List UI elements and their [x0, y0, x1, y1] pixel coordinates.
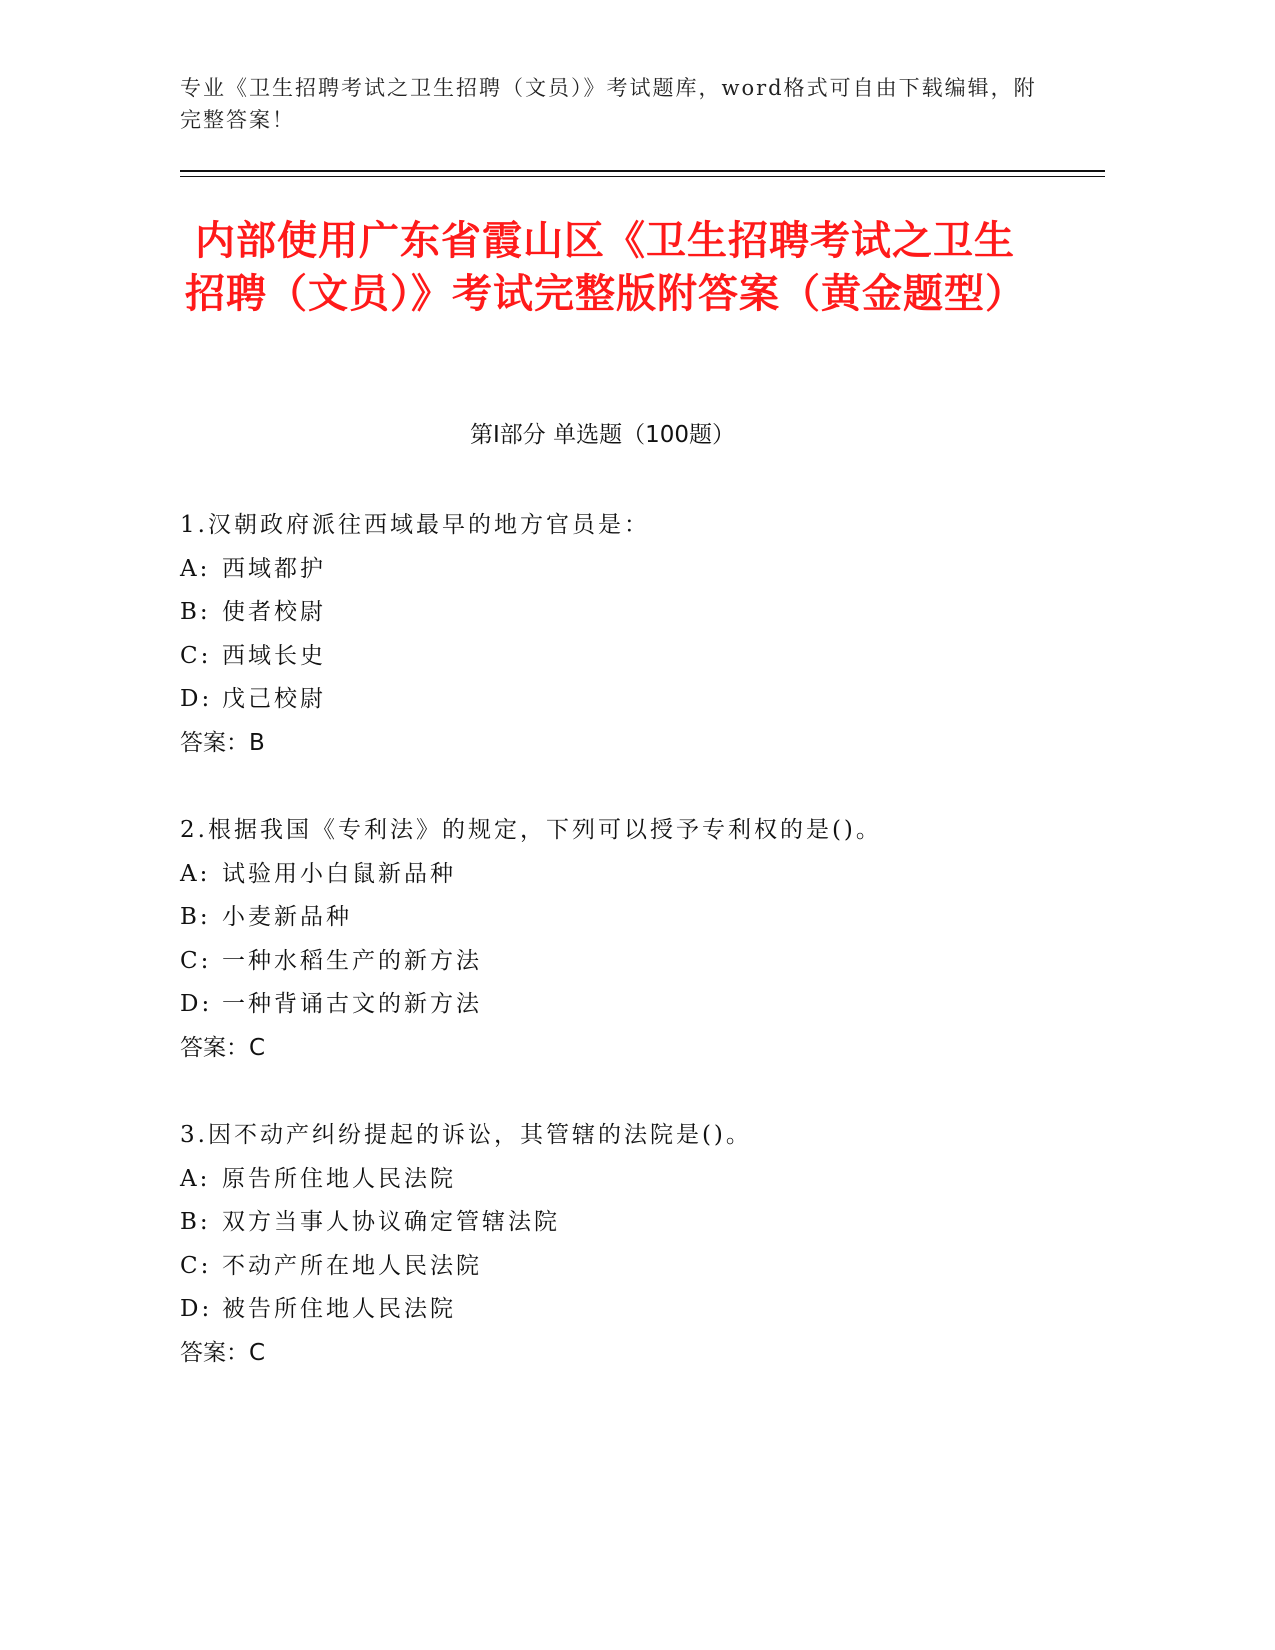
option-c — [180, 635, 1080, 679]
option-text: 使者校尉 — [222, 599, 326, 625]
question-3 — [180, 1114, 1080, 1375]
header-note: 专业《卫生招聘考试之卫生招聘（文员）》考试题库，word格式可自由下载编辑，附完整答案！ — [180, 76, 1037, 132]
option-a — [180, 1158, 1080, 1202]
question-2 — [180, 809, 1080, 1070]
section-heading: 第I部分 单选题（100题） — [470, 422, 735, 448]
option-text: 一种背诵古文的新方法 — [222, 991, 482, 1017]
option-key: D: — [180, 686, 213, 712]
option-text: 双方当事人协议确定管辖法院 — [222, 1209, 560, 1235]
question-1 — [180, 504, 1080, 765]
option-key: D: — [180, 1296, 213, 1322]
question-stem: 1.汉朝政府派往西域最早的地方官员是： — [180, 512, 650, 538]
option-b — [180, 591, 1080, 635]
option-b — [180, 896, 1080, 940]
document-title: 内部使用广东省霞山区《卫生招聘考试之卫生招聘（文员）》考试完整版附答案（黄金题型） — [185, 218, 1026, 317]
option-key: B: — [180, 904, 211, 930]
question-stem: 2.根据我国《专利法》的规定，下列可以授予专利权的是()。 — [180, 817, 882, 843]
option-a — [180, 548, 1080, 592]
option-key: A: — [180, 1165, 211, 1192]
option-text: 戊己校尉 — [222, 686, 326, 712]
option-text: 不动产所在地人民法院 — [222, 1252, 482, 1279]
option-key: D: — [180, 991, 213, 1017]
option-d — [180, 1288, 1080, 1332]
option-b — [180, 1201, 1080, 1245]
option-key: C: — [180, 947, 212, 974]
option-text: 西域长史 — [222, 642, 326, 669]
answer-line: 答案：C — [180, 1339, 266, 1366]
option-key: C: — [180, 642, 212, 669]
header-divider-thin — [180, 176, 1105, 177]
answer-line: 答案：C — [180, 1034, 266, 1061]
header-divider-thick — [180, 170, 1105, 172]
option-text: 被告所住地人民法院 — [222, 1296, 456, 1322]
option-key: A: — [180, 860, 211, 887]
option-c — [180, 940, 1080, 984]
option-key: C: — [180, 1252, 212, 1279]
question-stem: 3.因不动产纠纷提起的诉讼，其管辖的法院是()。 — [180, 1122, 752, 1148]
answer-line: 答案：B — [180, 729, 265, 756]
option-text: 原告所住地人民法院 — [222, 1165, 456, 1192]
option-text: 小麦新品种 — [222, 904, 352, 930]
option-text: 试验用小白鼠新品种 — [222, 860, 456, 887]
option-key: B: — [180, 1209, 211, 1235]
option-key: A: — [180, 555, 211, 582]
option-d — [180, 678, 1080, 722]
option-a — [180, 853, 1080, 897]
option-text: 一种水稻生产的新方法 — [222, 947, 482, 974]
option-d — [180, 983, 1080, 1027]
option-c — [180, 1245, 1080, 1289]
option-key: B: — [180, 599, 211, 625]
option-text: 西域都护 — [222, 555, 326, 582]
